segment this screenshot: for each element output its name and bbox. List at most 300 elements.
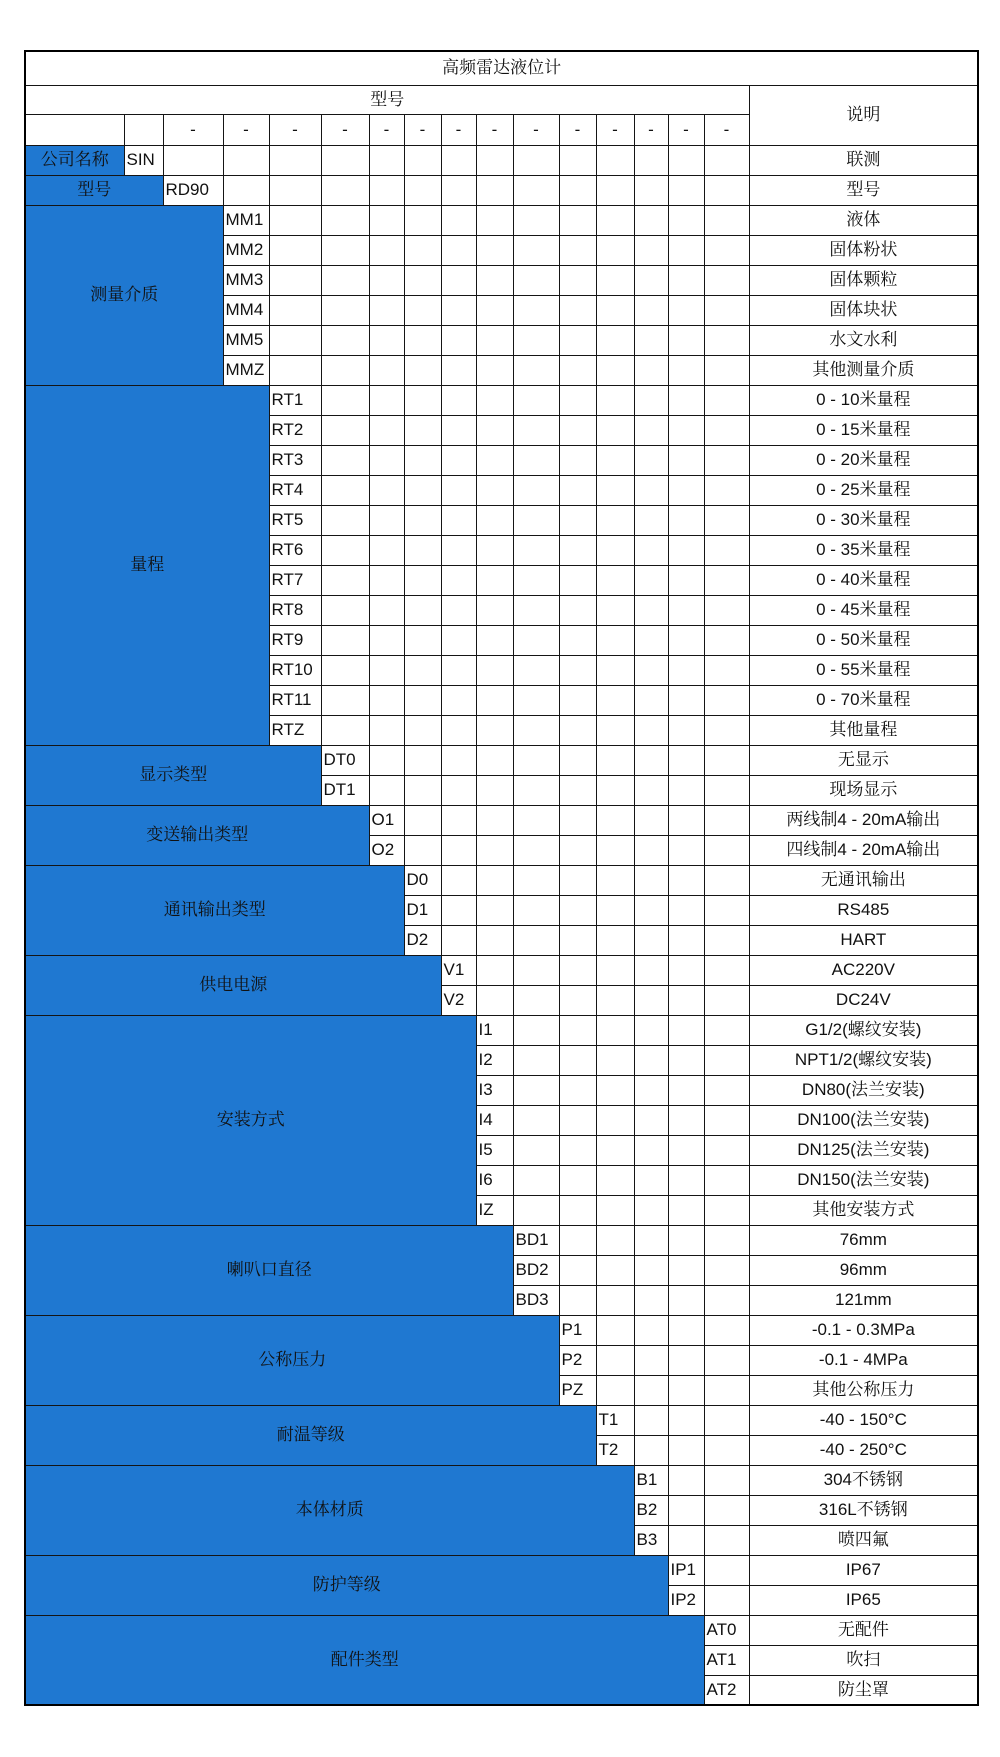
- category-label: 本体材质: [25, 1465, 634, 1555]
- code-cell: AT0: [704, 1615, 749, 1645]
- code-cell: RT4: [269, 475, 321, 505]
- code-cell: MM3: [223, 265, 269, 295]
- separator-cell: -: [223, 114, 269, 145]
- grid-cell: [441, 175, 476, 205]
- grid-cell: [476, 865, 513, 895]
- code-cell: O1: [369, 805, 404, 835]
- grid-cell: [704, 415, 749, 445]
- grid-cell: [704, 1225, 749, 1255]
- description-cell: DN100(法兰安装): [749, 1105, 978, 1135]
- grid-cell: [559, 1045, 596, 1075]
- grid-cell: [596, 205, 634, 235]
- grid-cell: [668, 835, 704, 865]
- grid-cell: [321, 145, 369, 175]
- grid-cell: [668, 1225, 704, 1255]
- grid-cell: [668, 1015, 704, 1045]
- grid-cell: [596, 1165, 634, 1195]
- grid-cell: [704, 1255, 749, 1285]
- grid-cell: [476, 445, 513, 475]
- grid-cell: [513, 745, 559, 775]
- grid-cell: [559, 505, 596, 535]
- grid-cell: [559, 1225, 596, 1255]
- code-cell: RTZ: [269, 715, 321, 745]
- grid-cell: [668, 1075, 704, 1105]
- grid-cell: [559, 265, 596, 295]
- grid-cell: [596, 415, 634, 445]
- grid-cell: [369, 685, 404, 715]
- grid-cell: [596, 835, 634, 865]
- code-cell: I5: [476, 1135, 513, 1165]
- grid-cell: [668, 175, 704, 205]
- grid-cell: [321, 565, 369, 595]
- grid-cell: [634, 655, 668, 685]
- grid-cell: [321, 355, 369, 385]
- grid-cell: [634, 685, 668, 715]
- grid-cell: [559, 625, 596, 655]
- category-label: 公司名称: [25, 145, 124, 175]
- grid-cell: [476, 685, 513, 715]
- grid-cell: [476, 385, 513, 415]
- description-cell: 型号: [749, 175, 978, 205]
- grid-cell: [596, 145, 634, 175]
- description-cell: IP65: [749, 1585, 978, 1615]
- grid-cell: [634, 895, 668, 925]
- grid-cell: [321, 685, 369, 715]
- code-cell: I1: [476, 1015, 513, 1045]
- code-cell: BD1: [513, 1225, 559, 1255]
- code-cell: I3: [476, 1075, 513, 1105]
- description-cell: 四线制4 - 20mA输出: [749, 835, 978, 865]
- grid-cell: [634, 205, 668, 235]
- code-cell: RT2: [269, 415, 321, 445]
- grid-cell: [513, 625, 559, 655]
- grid-cell: [596, 1375, 634, 1405]
- grid-cell: [704, 865, 749, 895]
- grid-cell: [369, 775, 404, 805]
- grid-cell: [269, 265, 321, 295]
- grid-cell: [634, 1315, 668, 1345]
- grid-cell: [704, 775, 749, 805]
- grid-cell: [513, 715, 559, 745]
- code-cell: MMZ: [223, 355, 269, 385]
- grid-cell: [404, 445, 441, 475]
- grid-cell: [559, 175, 596, 205]
- empty-cell: [25, 114, 124, 145]
- grid-cell: [668, 1435, 704, 1465]
- grid-cell: [596, 505, 634, 535]
- grid-cell: [559, 955, 596, 985]
- grid-cell: [321, 295, 369, 325]
- grid-cell: [596, 1015, 634, 1045]
- description-cell: DN150(法兰安装): [749, 1165, 978, 1195]
- category-label: 安装方式: [25, 1015, 476, 1225]
- grid-cell: [369, 535, 404, 565]
- description-cell: 121mm: [749, 1285, 978, 1315]
- category-label: 显示类型: [25, 745, 321, 805]
- grid-cell: [668, 235, 704, 265]
- grid-cell: [596, 325, 634, 355]
- grid-cell: [404, 295, 441, 325]
- grid-cell: [513, 1135, 559, 1165]
- grid-cell: [369, 205, 404, 235]
- grid-cell: [559, 1015, 596, 1045]
- grid-cell: [476, 985, 513, 1015]
- description-cell: 316L不锈钢: [749, 1495, 978, 1525]
- grid-cell: [634, 265, 668, 295]
- grid-cell: [404, 415, 441, 445]
- grid-cell: [668, 325, 704, 355]
- grid-cell: [668, 805, 704, 835]
- grid-cell: [369, 445, 404, 475]
- description-cell: 联测: [749, 145, 978, 175]
- grid-cell: [476, 625, 513, 655]
- grid-cell: [596, 1135, 634, 1165]
- grid-cell: [596, 1315, 634, 1345]
- grid-cell: [668, 1285, 704, 1315]
- grid-cell: [704, 1375, 749, 1405]
- grid-cell: [596, 385, 634, 415]
- category-label: 供电电源: [25, 955, 441, 1015]
- grid-cell: [596, 565, 634, 595]
- table-row: [25, 145, 978, 175]
- table-row: [25, 745, 978, 775]
- grid-cell: [668, 745, 704, 775]
- grid-cell: [269, 355, 321, 385]
- grid-cell: [476, 715, 513, 745]
- grid-cell: [441, 895, 476, 925]
- code-cell: B1: [634, 1465, 668, 1495]
- grid-cell: [634, 355, 668, 385]
- grid-cell: [596, 895, 634, 925]
- description-cell: 304不锈钢: [749, 1465, 978, 1495]
- grid-cell: [163, 145, 223, 175]
- description-cell: 0 - 50米量程: [749, 625, 978, 655]
- grid-cell: [513, 1105, 559, 1135]
- code-cell: MM1: [223, 205, 269, 235]
- description-cell: 0 - 20米量程: [749, 445, 978, 475]
- grid-cell: [634, 955, 668, 985]
- selection-code-table: [24, 50, 979, 1706]
- grid-cell: [476, 205, 513, 235]
- grid-cell: [441, 445, 476, 475]
- grid-cell: [476, 235, 513, 265]
- grid-cell: [596, 865, 634, 895]
- code-cell: PZ: [559, 1375, 596, 1405]
- grid-cell: [369, 595, 404, 625]
- grid-cell: [668, 445, 704, 475]
- code-cell: RT5: [269, 505, 321, 535]
- separator-cell: -: [163, 114, 223, 145]
- grid-cell: [596, 265, 634, 295]
- code-cell: I4: [476, 1105, 513, 1135]
- description-cell: 0 - 40米量程: [749, 565, 978, 595]
- grid-cell: [596, 775, 634, 805]
- category-label: 公称压力: [25, 1315, 559, 1405]
- grid-cell: [321, 595, 369, 625]
- grid-cell: [596, 715, 634, 745]
- grid-cell: [269, 145, 321, 175]
- grid-cell: [404, 625, 441, 655]
- grid-cell: [321, 205, 369, 235]
- grid-cell: [559, 235, 596, 265]
- grid-cell: [513, 265, 559, 295]
- grid-cell: [704, 895, 749, 925]
- grid-cell: [513, 415, 559, 445]
- grid-cell: [634, 595, 668, 625]
- grid-cell: [596, 685, 634, 715]
- grid-cell: [704, 1555, 749, 1585]
- grid-cell: [321, 235, 369, 265]
- grid-cell: [441, 595, 476, 625]
- grid-cell: [668, 1345, 704, 1375]
- grid-cell: [369, 475, 404, 505]
- grid-cell: [668, 1465, 704, 1495]
- separator-cell: -: [476, 114, 513, 145]
- grid-cell: [441, 775, 476, 805]
- grid-cell: [441, 565, 476, 595]
- grid-cell: [476, 475, 513, 505]
- grid-cell: [634, 1255, 668, 1285]
- grid-cell: [704, 1105, 749, 1135]
- grid-cell: [476, 505, 513, 535]
- grid-cell: [441, 655, 476, 685]
- code-cell: DT1: [321, 775, 369, 805]
- grid-cell: [704, 1315, 749, 1345]
- grid-cell: [476, 745, 513, 775]
- code-cell: T1: [596, 1405, 634, 1435]
- grid-cell: [513, 865, 559, 895]
- grid-cell: [634, 1285, 668, 1315]
- grid-cell: [513, 175, 559, 205]
- table-row: [25, 1225, 978, 1255]
- grid-cell: [441, 355, 476, 385]
- grid-cell: [634, 715, 668, 745]
- description-cell: G1/2(螺纹安装): [749, 1015, 978, 1045]
- grid-cell: [476, 775, 513, 805]
- grid-cell: [476, 145, 513, 175]
- grid-cell: [704, 715, 749, 745]
- description-cell: DN125(法兰安装): [749, 1135, 978, 1165]
- category-label: 配件类型: [25, 1615, 704, 1705]
- code-cell: IP2: [668, 1585, 704, 1615]
- grid-cell: [559, 775, 596, 805]
- table-row: [25, 51, 978, 85]
- grid-cell: [269, 175, 321, 205]
- grid-cell: [321, 655, 369, 685]
- code-cell: RT8: [269, 595, 321, 625]
- grid-cell: [513, 235, 559, 265]
- table-row: [25, 1405, 978, 1435]
- grid-cell: [704, 265, 749, 295]
- grid-cell: [441, 385, 476, 415]
- grid-cell: [476, 355, 513, 385]
- grid-cell: [476, 895, 513, 925]
- grid-cell: [634, 775, 668, 805]
- code-cell: RT11: [269, 685, 321, 715]
- grid-cell: [476, 265, 513, 295]
- grid-cell: [634, 625, 668, 655]
- code-cell: IP1: [668, 1555, 704, 1585]
- empty-cell: [124, 114, 163, 145]
- grid-cell: [441, 235, 476, 265]
- grid-cell: [704, 745, 749, 775]
- grid-cell: [559, 1135, 596, 1165]
- table-row: [25, 205, 978, 235]
- grid-cell: [441, 145, 476, 175]
- grid-cell: [668, 1105, 704, 1135]
- category-label: 防护等级: [25, 1555, 668, 1615]
- grid-cell: [596, 1345, 634, 1375]
- table-row: [25, 175, 978, 205]
- grid-cell: [321, 715, 369, 745]
- grid-cell: [404, 835, 441, 865]
- code-cell: I6: [476, 1165, 513, 1195]
- grid-cell: [559, 535, 596, 565]
- code-cell: SIN: [124, 145, 163, 175]
- grid-cell: [441, 625, 476, 655]
- grid-cell: [513, 985, 559, 1015]
- description-cell: 其他测量介质: [749, 355, 978, 385]
- code-cell: P2: [559, 1345, 596, 1375]
- grid-cell: [559, 1285, 596, 1315]
- grid-cell: [634, 145, 668, 175]
- grid-cell: [513, 1015, 559, 1045]
- grid-cell: [704, 535, 749, 565]
- grid-cell: [596, 175, 634, 205]
- grid-cell: [668, 415, 704, 445]
- description-cell: 0 - 25米量程: [749, 475, 978, 505]
- description-cell: 其他公称压力: [749, 1375, 978, 1405]
- code-cell: RT7: [269, 565, 321, 595]
- grid-cell: [704, 985, 749, 1015]
- grid-cell: [404, 145, 441, 175]
- grid-cell: [559, 985, 596, 1015]
- grid-cell: [634, 1225, 668, 1255]
- grid-cell: [668, 685, 704, 715]
- grid-cell: [634, 445, 668, 475]
- grid-cell: [634, 985, 668, 1015]
- grid-cell: [668, 1375, 704, 1405]
- description-cell: 无配件: [749, 1615, 978, 1645]
- grid-cell: [369, 625, 404, 655]
- grid-cell: [476, 175, 513, 205]
- grid-cell: [596, 595, 634, 625]
- grid-cell: [321, 625, 369, 655]
- grid-cell: [634, 385, 668, 415]
- grid-cell: [559, 1165, 596, 1195]
- grid-cell: [704, 595, 749, 625]
- grid-cell: [404, 505, 441, 535]
- grid-cell: [559, 655, 596, 685]
- description-cell: 0 - 45米量程: [749, 595, 978, 625]
- grid-cell: [668, 505, 704, 535]
- grid-cell: [441, 295, 476, 325]
- description-cell: 其他安装方式: [749, 1195, 978, 1225]
- description-cell: 固体块状: [749, 295, 978, 325]
- grid-cell: [634, 535, 668, 565]
- grid-cell: [704, 835, 749, 865]
- grid-cell: [668, 1195, 704, 1225]
- grid-cell: [668, 265, 704, 295]
- grid-cell: [369, 175, 404, 205]
- grid-cell: [441, 325, 476, 355]
- grid-cell: [668, 145, 704, 175]
- description-cell: 无通讯输出: [749, 865, 978, 895]
- grid-cell: [668, 625, 704, 655]
- code-cell: RT3: [269, 445, 321, 475]
- grid-cell: [668, 925, 704, 955]
- grid-cell: [634, 1405, 668, 1435]
- grid-cell: [404, 715, 441, 745]
- grid-cell: [404, 175, 441, 205]
- grid-cell: [704, 925, 749, 955]
- grid-cell: [704, 505, 749, 535]
- code-cell: RT1: [269, 385, 321, 415]
- grid-cell: [441, 805, 476, 835]
- category-label: 变送输出类型: [25, 805, 369, 865]
- code-cell: AT2: [704, 1675, 749, 1705]
- grid-cell: [634, 235, 668, 265]
- grid-cell: [704, 1435, 749, 1465]
- description-cell: 0 - 15米量程: [749, 415, 978, 445]
- grid-cell: [704, 175, 749, 205]
- table-row: [25, 1615, 978, 1645]
- grid-cell: [596, 1105, 634, 1135]
- grid-cell: [596, 745, 634, 775]
- grid-cell: [441, 835, 476, 865]
- grid-cell: [513, 1075, 559, 1105]
- grid-cell: [559, 835, 596, 865]
- grid-cell: [559, 325, 596, 355]
- grid-cell: [513, 205, 559, 235]
- grid-cell: [704, 685, 749, 715]
- grid-cell: [596, 1285, 634, 1315]
- grid-cell: [476, 835, 513, 865]
- grid-cell: [369, 145, 404, 175]
- grid-cell: [441, 415, 476, 445]
- table-row: [25, 1015, 978, 1045]
- grid-cell: [404, 475, 441, 505]
- grid-cell: [559, 865, 596, 895]
- grid-cell: [634, 415, 668, 445]
- grid-cell: [321, 265, 369, 295]
- separator-cell: -: [596, 114, 634, 145]
- grid-cell: [634, 805, 668, 835]
- grid-cell: [369, 355, 404, 385]
- grid-cell: [668, 985, 704, 1015]
- grid-cell: [476, 925, 513, 955]
- grid-cell: [404, 205, 441, 235]
- grid-cell: [704, 445, 749, 475]
- code-cell: B2: [634, 1495, 668, 1525]
- grid-cell: [269, 295, 321, 325]
- code-cell: RD90: [163, 175, 223, 205]
- description-cell: 固体颗粒: [749, 265, 978, 295]
- grid-cell: [476, 535, 513, 565]
- description-cell: 两线制4 - 20mA输出: [749, 805, 978, 835]
- grid-cell: [668, 1135, 704, 1165]
- grid-cell: [596, 355, 634, 385]
- grid-cell: [441, 925, 476, 955]
- category-label: 耐温等级: [25, 1405, 596, 1465]
- description-cell: 吹扫: [749, 1645, 978, 1675]
- grid-cell: [321, 505, 369, 535]
- separator-cell: -: [559, 114, 596, 145]
- category-label: 测量介质: [25, 205, 223, 385]
- grid-cell: [513, 775, 559, 805]
- grid-cell: [369, 295, 404, 325]
- grid-cell: [321, 385, 369, 415]
